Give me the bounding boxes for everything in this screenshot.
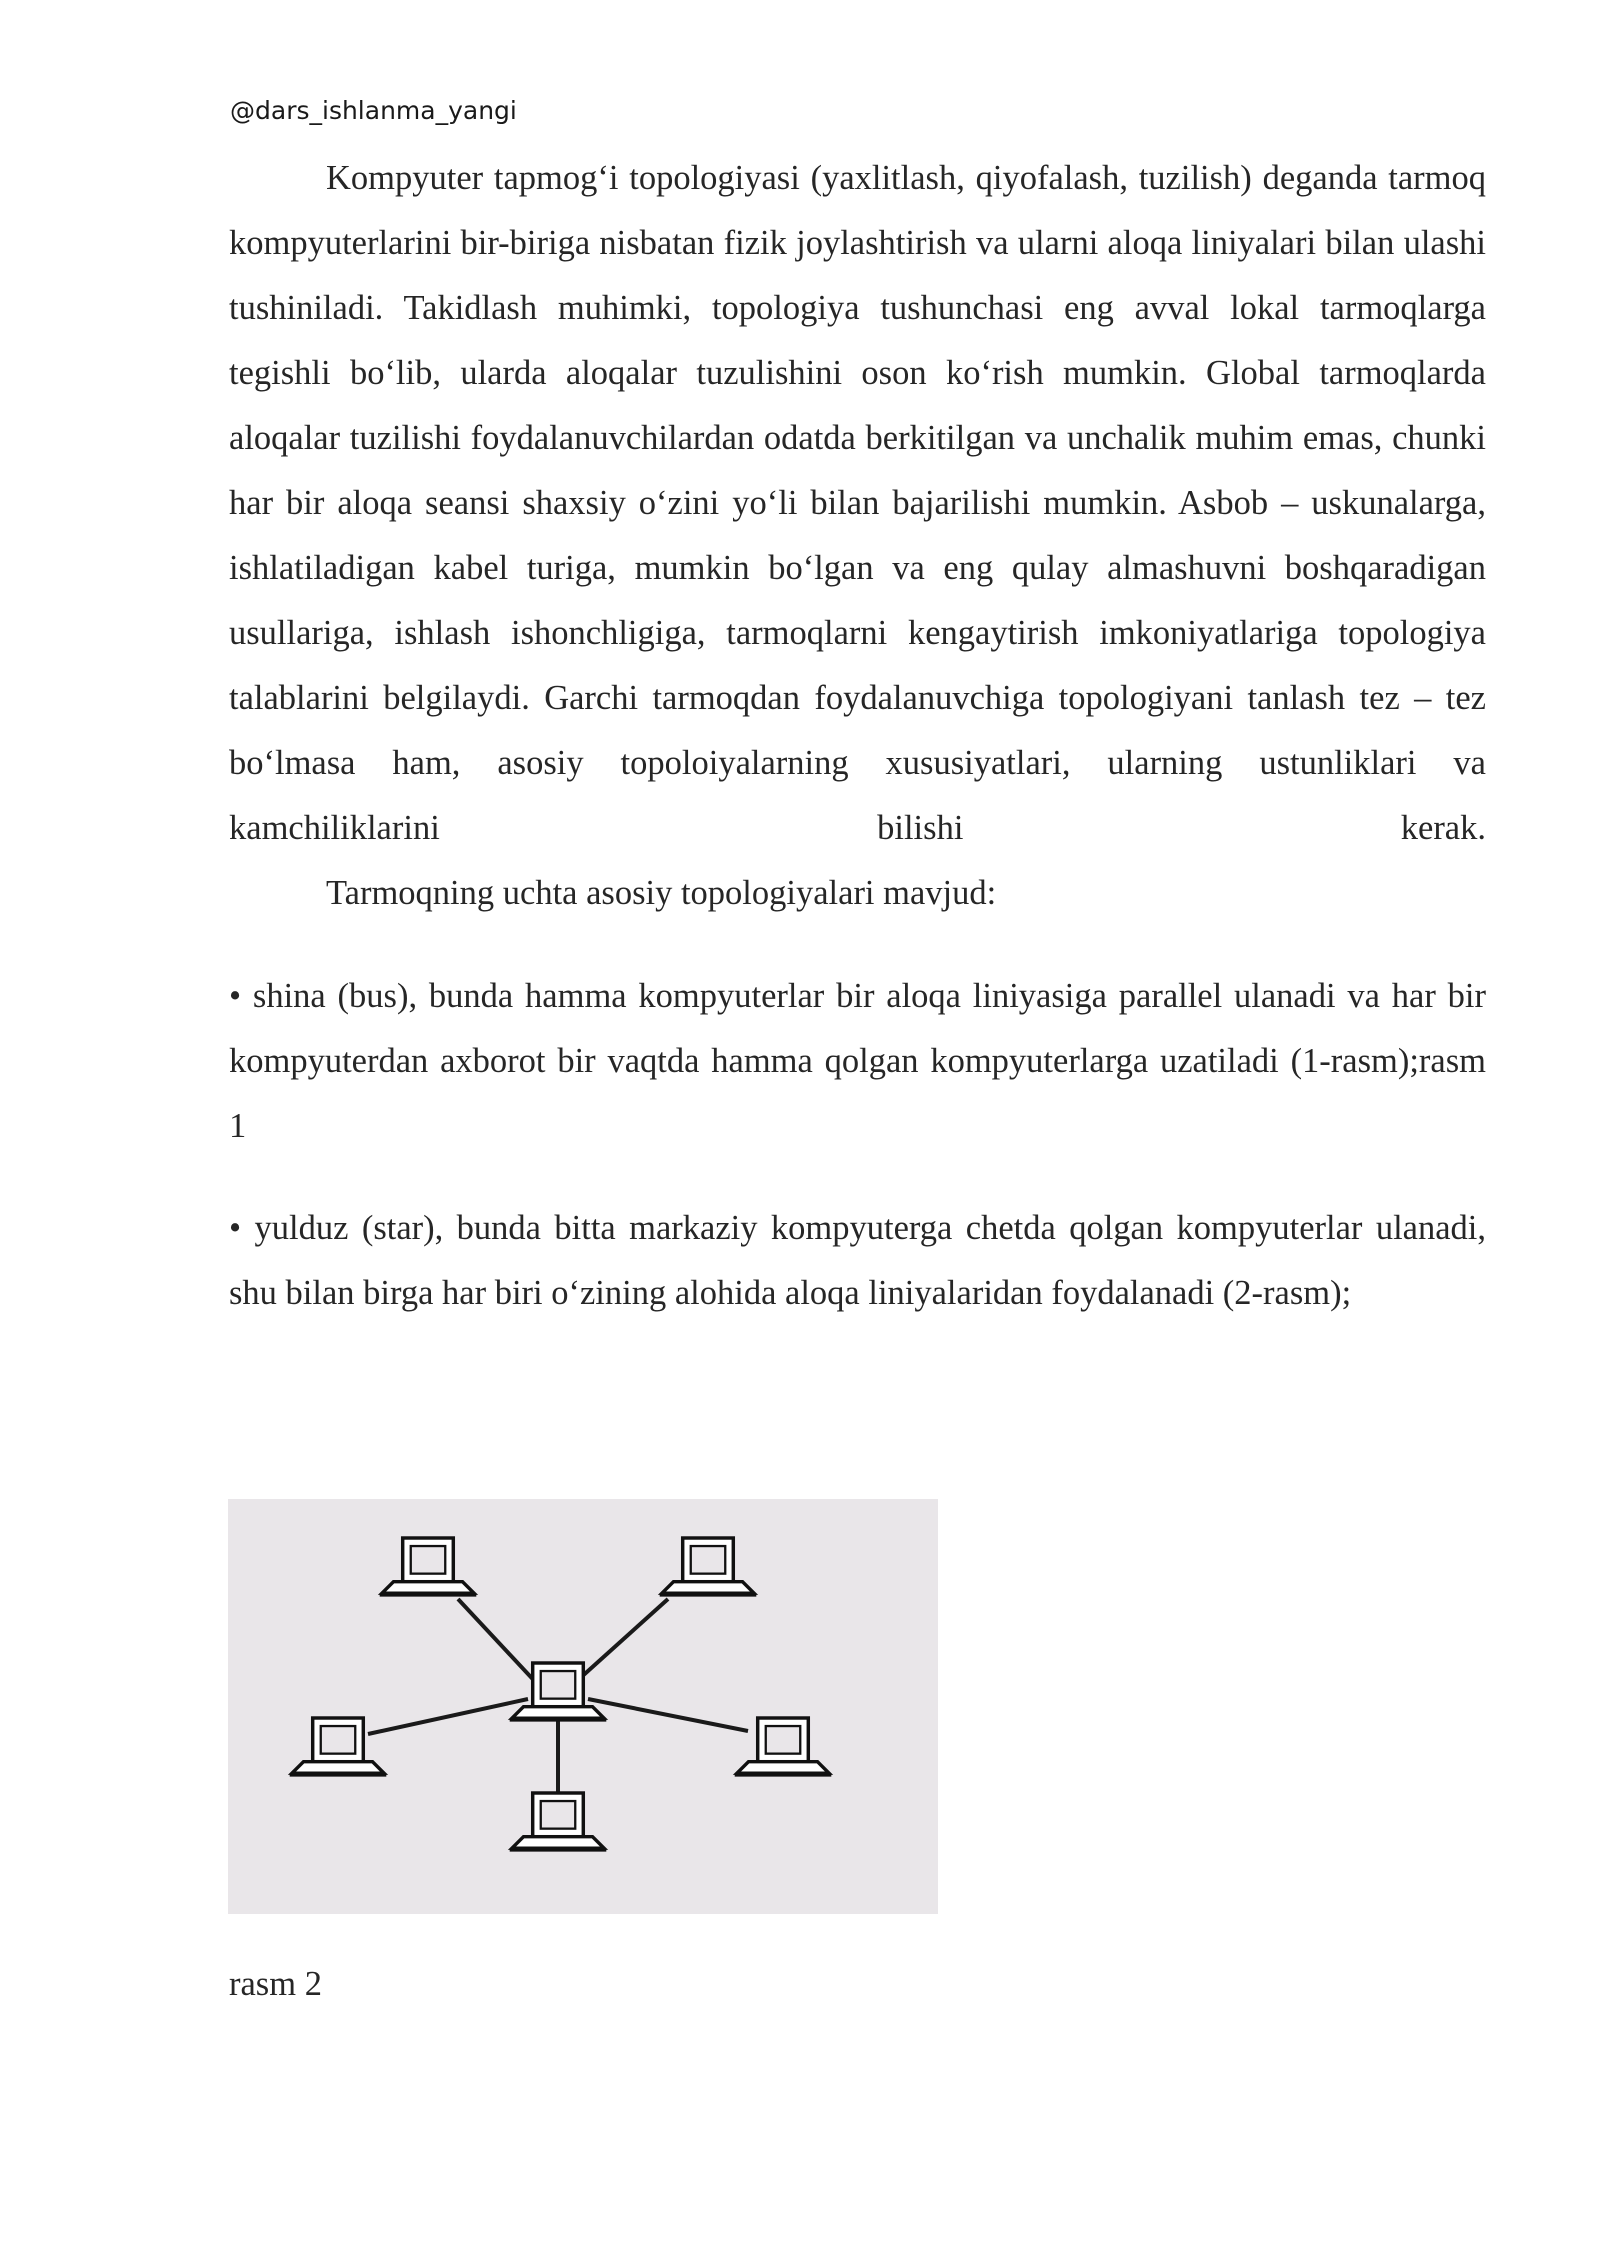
computer-icon (660, 1538, 757, 1596)
watermark: @dars_ishlanma_yangi (230, 96, 517, 125)
document-body (229, 146, 1486, 1326)
link-top-left (458, 1599, 542, 1689)
computer-icon (735, 1718, 832, 1776)
computer-icon (510, 1793, 607, 1851)
computer-icon (380, 1538, 477, 1596)
star-topology-diagram (228, 1499, 938, 1914)
star-topology-figure (228, 1499, 938, 1914)
figure-caption: rasm 2 (229, 1965, 322, 2003)
bullet-star-topology: • yulduz (star), bunda bitta markaziy kompyuterga chetda qolgan kompyuterlar ulanadi, shu bilan birga har biri o‘zining alohida aloqa liniyalaridan foydalanadi (2-rasm); (229, 1209, 1486, 1312)
link-left (368, 1699, 528, 1734)
paragraph-topology-intro: Kompyuter tapmog‘i topologiyasi (yaxlitlash, qiyofalash, tuzilish) deganda tarmoq kompyuterlarini bir-biriga nisbatan fizik joylashtirish va ularni aloqa liniyalari bilan ulashi tushiniladi. Takidlash muhimki, topologiya tushunchasi eng avval lokal tarmoqlarga tegishli bo‘lib, ularda aloqalar tuzulishini oson ko‘rish mumkin. Global tarmoqlarda aloqalar tuzilishi foydalanuvchilardan odatda berkitilgan va unchalik muhim emas, chunki har bir aloqa seansi shaxsiy o‘zini yo‘li bilan bajarilishi mumkin. Asbob – uskunalarga, ishlatiladigan kabel turiga, mumkin bo‘lgan va eng qulay almashuvni boshqaradigan usullariga, ishlash ishonchligiga, tarmoqlarni kengaytirish imkoniyatlariga topologiya talablarini belgilaydi. Garchi tarmoqdan foydalanuvchiga topologiyani tanlash tez – tez bo‘lmasa ham, asosiy topoloiyalarning xususiyatlari, ularning ustunliklari va kamchiliklarini bilishi kerak. (229, 159, 1486, 847)
paragraph-topologies-list-intro: Tarmoqning uchta asosiy topologiyalari mavjud: (326, 874, 997, 912)
computer-icon (290, 1718, 387, 1776)
link-right (588, 1699, 748, 1731)
bullet-bus-topology: • shina (bus), bunda hamma kompyuterlar bir aloqa liniyasiga parallel ulanadi va har bir kompyuterdan axborot bir vaqtda hamma qolgan kompyuterlarga uzatiladi (1-rasm);rasm 1 (229, 977, 1486, 1145)
